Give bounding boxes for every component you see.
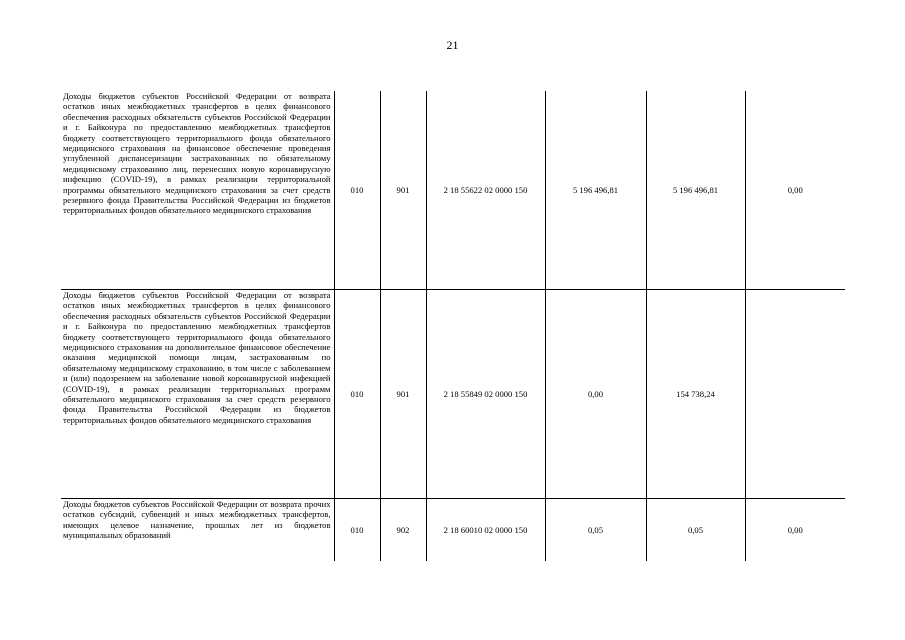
row-value-3: 0,00: [745, 91, 845, 290]
row-code-1: 010: [334, 290, 380, 499]
page-number: 21: [446, 38, 459, 52]
row-kbk: 2 18 55622 02 0000 150: [426, 91, 545, 290]
row-value-2: 154 738,24: [646, 290, 745, 499]
row-description: Доходы бюджетов субъектов Российской Федерации от возврата остатков иных межбюджетных трансфертов в целях финансового обеспечения расходных обязательств субъектов Российской Федерации и г. Байконура по предоставлению межбюджетных трансфертов бюджету соответствующего территориального фонда обязательного медицинского страхования на дополнительное финансовое обеспечение оказания медицинской помощи лицам, застрахованным по обязательному медицинскому страхованию, в том числе с заболеванием и (или) подозрением на заболевание новой коронавирусной инфекцией (COVID-19), в рамках реализации территориальных программ обязательного медицинского страхования за счет средств резервного фонда Правительства Российской Федерации из бюджетов территориальных фондов обязательного медицинского страхования: [61, 290, 334, 499]
table-row: [61, 290, 845, 499]
row-value-1: 0,05: [545, 499, 646, 562]
row-description: Доходы бюджетов субъектов Российской Федерации от возврата прочих остатков субсидий, субвенций и иных межбюджетных трансфертов, имеющих целевое назначение, прошлых лет из бюджетов муниципальных образований: [61, 499, 334, 562]
row-code-2: 902: [380, 499, 426, 562]
row-value-3: [745, 290, 845, 499]
row-code-2: 901: [380, 290, 426, 499]
row-code-1: 010: [334, 91, 380, 290]
table-row: [61, 91, 845, 290]
row-code-2: 901: [380, 91, 426, 290]
row-value-3: 0,00: [745, 499, 845, 562]
row-kbk: 2 18 60010 02 0000 150: [426, 499, 545, 562]
row-value-2: 5 196 496,81: [646, 91, 745, 290]
row-description: Доходы бюджетов субъектов Российской Федерации от возврата остатков иных межбюджетных трансфертов в целях финансового обеспечения расходных обязательств субъектов Российской Федерации и г. Байконура по предоставлению межбюджетных трансфертов бюджету соответствующего территориального фонда обязательного медицинского страхования на финансовое обеспечение проведения углубленной диспансеризации застрахованных по обязательному медицинскому страхованию лиц, перенесших новую коронавирусную инфекцию (COVID-19), в рамках реализации территориальной программы обязательного медицинского страхования за счет средств резервного фонда Правительства Российской Федерации из бюджетов территориальных фондов обязательного медицинского страхования: [61, 91, 334, 290]
table-row: [61, 499, 845, 562]
row-code-1: 010: [334, 499, 380, 562]
row-kbk: 2 18 55849 02 0000 150: [426, 290, 545, 499]
row-value-1: 5 196 496,81: [545, 91, 646, 290]
row-value-2: 0,05: [646, 499, 745, 562]
budget-table: [61, 91, 845, 561]
row-value-1: 0,00: [545, 290, 646, 499]
